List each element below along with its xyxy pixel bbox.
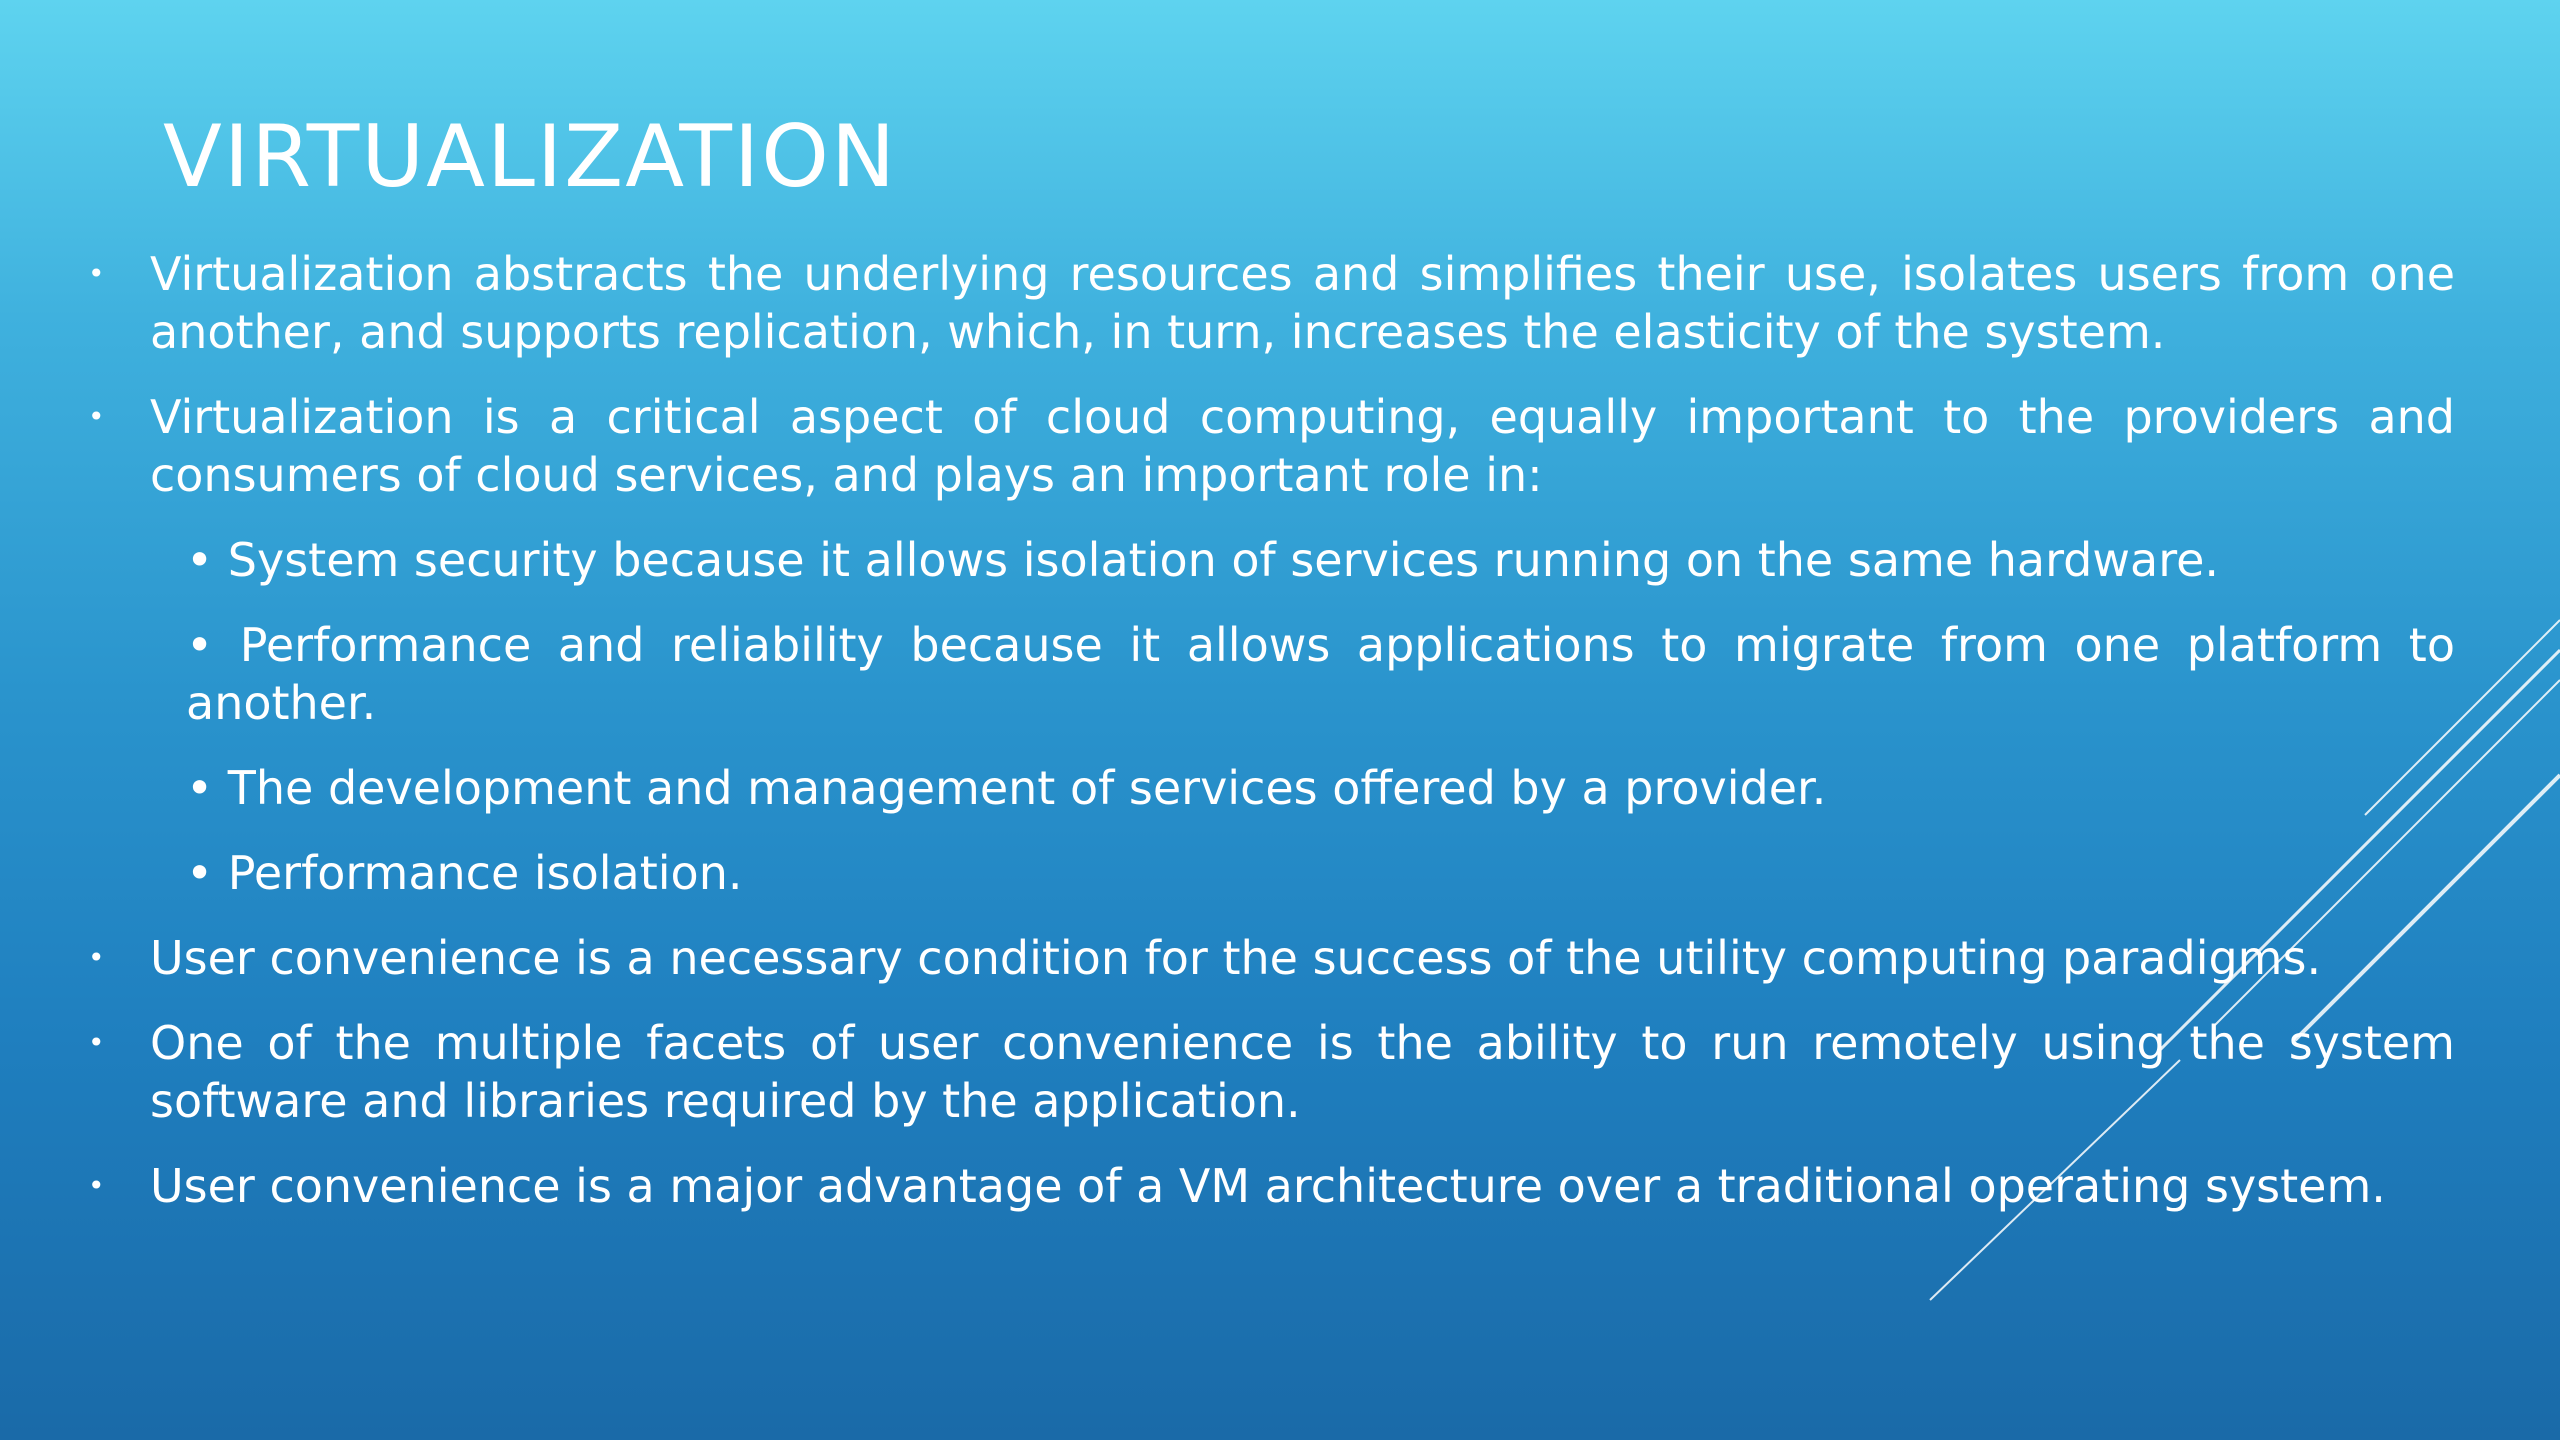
- bullet-icon: •: [88, 400, 105, 433]
- sub-bullet-text: Performance and reliability because it allows applications to migrate from one platform to another.: [186, 618, 2455, 730]
- sub-bullet-text: The development and management of services offered by a provider.: [227, 761, 1827, 815]
- bullet-text: One of the multiple facets of user convenience is the ability to run remotely using the system software and libraries required by the application.: [150, 1016, 2455, 1128]
- bullet-icon: •: [88, 941, 105, 974]
- sub-bullet-item: [0, 531, 2455, 589]
- sub-bullet-text: System security because it allows isolation of services running on the same hardware.: [227, 533, 2220, 587]
- slide-title: VIRTUALIZATION: [163, 107, 898, 207]
- sub-bullet-item: [0, 759, 2455, 817]
- sub-bullet-icon: •: [186, 533, 228, 587]
- slide-content: [0, 245, 2455, 1242]
- sub-bullet-icon: •: [186, 618, 240, 672]
- bullet-item: [0, 1157, 2455, 1215]
- bullet-item: [0, 388, 2455, 504]
- bullet-item: [0, 245, 2455, 361]
- bullet-item: [0, 1014, 2455, 1130]
- bullet-icon: •: [88, 1169, 105, 1202]
- bullet-icon: •: [88, 257, 105, 290]
- sub-bullet-text: Performance isolation.: [227, 846, 743, 900]
- sub-bullet-item: [0, 844, 2455, 902]
- bullet-text: Virtualization is a critical aspect of cloud computing, equally important to the providers and consumers of cloud services, and plays an important role in:: [150, 390, 2455, 502]
- bullet-text: User convenience is a necessary condition for the success of the utility computing paradigms.: [150, 931, 2322, 985]
- sub-bullet-icon: •: [186, 761, 228, 815]
- bullet-icon: •: [88, 1026, 105, 1059]
- bullet-item: [0, 929, 2455, 987]
- bullet-text: User convenience is a major advantage of a VM architecture over a traditional operating system.: [150, 1159, 2386, 1213]
- sub-bullet-item: [0, 616, 2455, 732]
- sub-bullet-icon: •: [186, 846, 228, 900]
- bullet-text: Virtualization abstracts the underlying resources and simplifies their use, isolates users from one another, and supports replication, which, in turn, increases the elasticity of the system.: [150, 247, 2455, 359]
